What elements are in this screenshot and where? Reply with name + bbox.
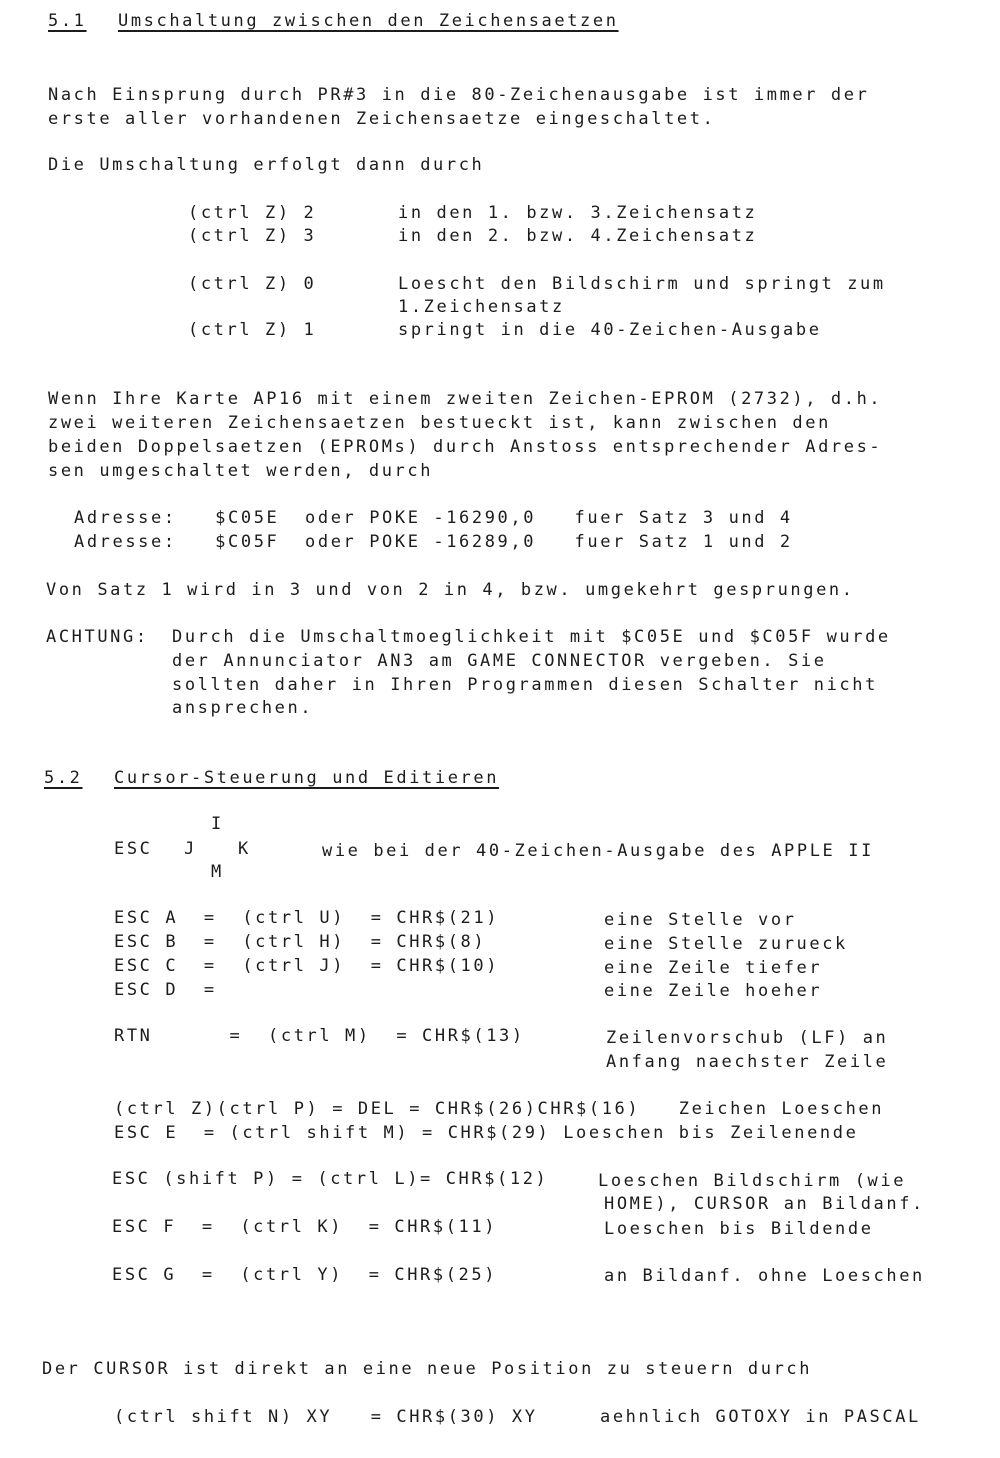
address-line: Adresse: $C05E oder POKE -16290,0 fuer Satz 3 und 4 xyxy=(74,508,793,528)
key-m: M xyxy=(211,862,224,882)
command-desc: springt in die 40-Zeichen-Ausgabe xyxy=(398,320,822,340)
command-line: (ctrl Z)(ctrl P) = DEL = CHR$(26)CHR$(16) Zeichen Loeschen xyxy=(114,1099,885,1119)
warning-line: Durch die Umschaltmoeglichkeit mit $C05E und $C05F wurde xyxy=(172,627,891,647)
command-desc: eine Stelle zurueck xyxy=(604,934,848,954)
command-key: ESC B = (ctrl H) = CHR$(8) xyxy=(114,932,487,952)
command-desc: eine Zeile tiefer xyxy=(604,958,823,978)
address-line: Adresse: $C05F oder POKE -16289,0 fuer Satz 1 und 2 xyxy=(74,532,793,552)
command-desc: eine Zeile hoeher xyxy=(604,981,823,1001)
command-line: ESC E = (ctrl shift M) = CHR$(29) Loeschen bis Zeilenende xyxy=(114,1123,859,1143)
command-desc: HOME), CURSOR an Bildanf. xyxy=(604,1194,925,1214)
command-key: ESC (shift P) = (ctrl L)= CHR$(12) xyxy=(112,1169,549,1189)
paragraph-line: Von Satz 1 wird in 3 und von 2 in 4, bzw. umgekehrt gesprungen. xyxy=(46,580,855,600)
command-key: (ctrl Z) 3 xyxy=(188,226,317,246)
command-key: (ctrl Z) 0 xyxy=(188,274,317,294)
command-desc: an Bildanf. ohne Loeschen xyxy=(604,1266,925,1286)
paragraph-line: erste aller vorhandenen Zeichensaetze eingeschaltet. xyxy=(48,109,716,129)
key-k: K xyxy=(238,839,251,859)
warning-line: der Annunciator AN3 am GAME CONNECTOR vergeben. Sie xyxy=(172,651,827,671)
command-key: (ctrl shift N) XY = CHR$(30) XY xyxy=(114,1407,538,1427)
warning-line: ansprechen. xyxy=(172,698,314,718)
command-desc: Loeschen bis Bildende xyxy=(604,1219,874,1239)
command-key: (ctrl Z) 1 xyxy=(188,320,317,340)
key-i: I xyxy=(211,814,224,834)
command-key: ESC A = (ctrl U) = CHR$(21) xyxy=(114,908,500,928)
paragraph-line: sen umgeschaltet werden, durch xyxy=(48,461,434,481)
command-desc: eine Stelle vor xyxy=(604,910,797,930)
section-number: 5.1 xyxy=(48,11,87,31)
ijkm-desc: wie bei der 40-Zeichen-Ausgabe des APPLE II xyxy=(322,841,874,861)
command-key: ESC F = (ctrl K) = CHR$(11) xyxy=(112,1217,498,1237)
command-key: ESC C = (ctrl J) = CHR$(10) xyxy=(114,956,500,976)
command-desc: Zeilenvorschub (LF) an xyxy=(606,1028,889,1048)
command-key: ESC D = xyxy=(114,980,217,1000)
warning-label: ACHTUNG: xyxy=(46,627,149,647)
command-desc: Anfang naechster Zeile xyxy=(606,1052,889,1072)
command-desc: 1.Zeichensatz xyxy=(398,297,565,317)
command-key: ESC G = (ctrl Y) = CHR$(25) xyxy=(112,1265,498,1285)
command-desc: aehnlich GOTOXY in PASCAL xyxy=(600,1407,921,1427)
command-key: RTN = (ctrl M) = CHR$(13) xyxy=(114,1026,525,1046)
command-key: (ctrl Z) 2 xyxy=(188,203,317,223)
warning-line: sollten daher in Ihren Programmen diesen Schalter nicht xyxy=(172,675,878,695)
paragraph-line: Nach Einsprung durch PR#3 in die 80-Zeichenausgabe ist immer der xyxy=(48,85,870,105)
paragraph-line: Wenn Ihre Karte AP16 mit einem zweiten Zeichen-EPROM (2732), d.h. xyxy=(48,389,883,409)
command-desc: in den 2. bzw. 4.Zeichensatz xyxy=(398,226,758,246)
key-j: J xyxy=(184,839,197,859)
paragraph-line: zwei weiteren Zeichensaetzen bestueckt ist, kann zwischen den xyxy=(48,413,831,433)
paragraph-line: Die Umschaltung erfolgt dann durch xyxy=(48,155,485,175)
command-desc: in den 1. bzw. 3.Zeichensatz xyxy=(398,203,758,223)
section-number: 5.2 xyxy=(44,768,83,788)
paragraph-line: beiden Doppelsaetzen (EPROMs) durch Anstoss entsprechender Adres- xyxy=(48,437,883,457)
section-title: Umschaltung zwischen den Zeichensaetzen xyxy=(118,11,619,31)
command-desc: Loescht den Bildschirm und springt zum xyxy=(398,274,886,294)
paragraph-line: Der CURSOR ist direkt an eine neue Position zu steuern durch xyxy=(42,1359,813,1379)
key-esc: ESC xyxy=(114,839,153,859)
command-desc: Loeschen Bildschirm (wie xyxy=(598,1171,907,1191)
section-title: Cursor-Steuerung und Editieren xyxy=(114,768,500,788)
